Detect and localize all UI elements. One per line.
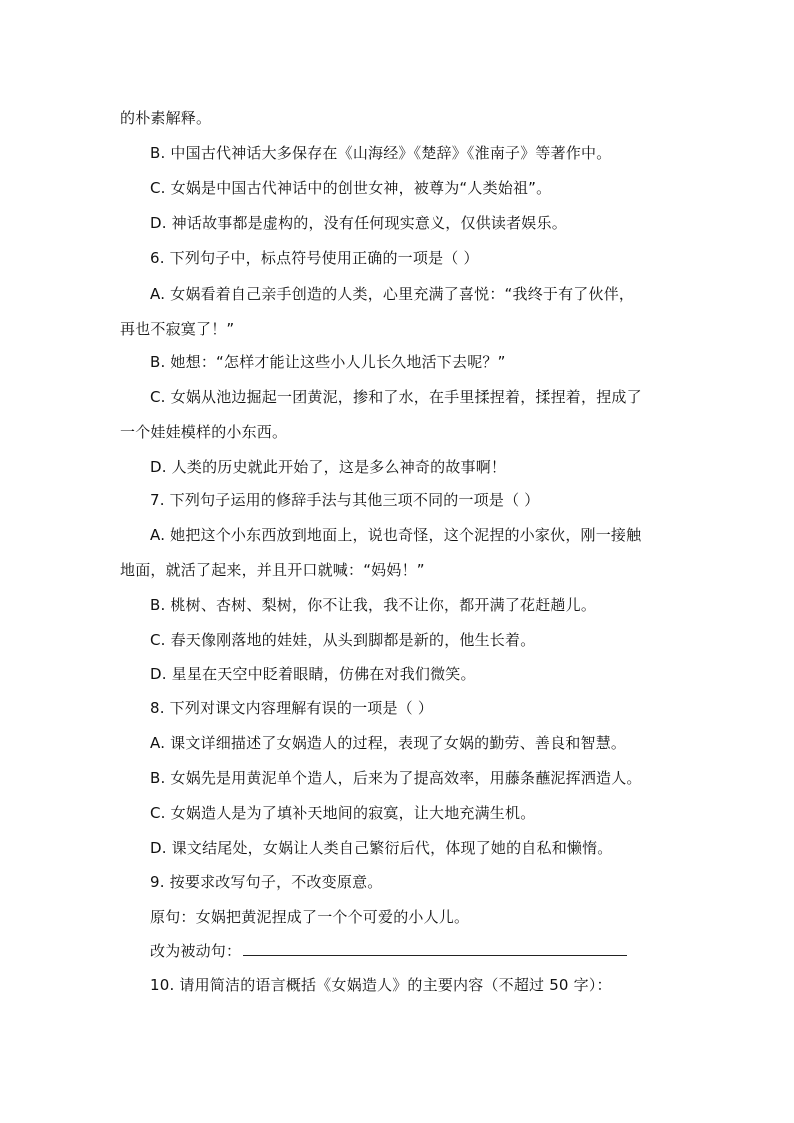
option-b-line: B. 桃树、杏树、梨树，你不让我，我不让你，都开满了花赶趟儿。 (150, 596, 597, 614)
option-c-line: C. 女娲造人是为了填补天地间的寂寞，让大地充满生机。 (150, 804, 536, 822)
option-d-line: D. 人类的历史就此开始了，这是多么神奇的故事啊！ (150, 458, 507, 476)
answer-blank[interactable] (243, 941, 627, 956)
question-6: 6. 下列句子中，标点符号使用正确的一项是（ ） (150, 249, 479, 267)
text-line: 地面，就活了起来，并且开口就喊：“妈妈！” (120, 561, 425, 579)
option-c-line: C. 春天像刚落地的娃娃，从头到脚都是新的，他生长着。 (150, 631, 536, 649)
option-c-line: C. 女娲是中国古代神话中的创世女神，被尊为“人类始祖”。 (150, 179, 552, 197)
question-7: 7. 下列句子运用的修辞手法与其他三项不同的一项是（ ） (150, 491, 540, 509)
text-line: 一个娃娃模样的小东西。 (120, 423, 288, 441)
rewrite-row (150, 941, 627, 961)
option-a-line: A. 她把这个小东西放到地面上，说也奇怪，这个泥捏的小家伙，刚一接触 (150, 526, 642, 544)
option-a-line: A. 女娲看着自己亲手创造的人类，心里充满了喜悦：“我终于有了伙伴， (150, 285, 635, 303)
rewrite-label: 改为被动句： (150, 942, 242, 960)
option-d-line: D. 课文结尾处，女娲让人类自己繁衍后代，体现了她的自私和懒惰。 (150, 839, 613, 857)
option-b-line: B. 女娲先是用黄泥单个造人，后来为了提高效率，用藤条蘸泥挥洒造人。 (150, 769, 642, 787)
option-c-line: C. 女娲从池边掘起一团黄泥，掺和了水，在手里揉捏着，揉捏着，捏成了 (150, 388, 642, 406)
option-d-line: D. 星星在天空中眨着眼睛，仿佛在对我们微笑。 (150, 665, 476, 683)
question-10: 10. 请用简洁的语言概括《女娲造人》的主要内容（不超过 50 字）： (150, 976, 612, 994)
text-line: 再也不寂寞了！” (120, 320, 235, 338)
option-b-line: B. 她想：“怎样才能让这些小人儿长久地活下去呢？” (150, 353, 506, 371)
text-line: 的朴素解释。 (120, 109, 212, 127)
original-sentence: 原句：女娲把黄泥捏成了一个个可爱的小人儿。 (150, 908, 470, 926)
question-9: 9. 按要求改写句子，不改变原意。 (150, 873, 383, 891)
question-8: 8. 下列对课文内容理解有误的一项是（ ） (150, 699, 434, 717)
option-a-line: A. 课文详细描述了女娲造人的过程，表现了女娲的勤劳、善良和智慧。 (150, 734, 627, 752)
option-d-line: D. 神话故事都是虚构的，没有任何现实意义，仅供读者娱乐。 (150, 214, 567, 232)
option-b-line: B. 中国古代神话大多保存在《山海经》《楚辞》《淮南子》等著作中。 (150, 144, 612, 162)
